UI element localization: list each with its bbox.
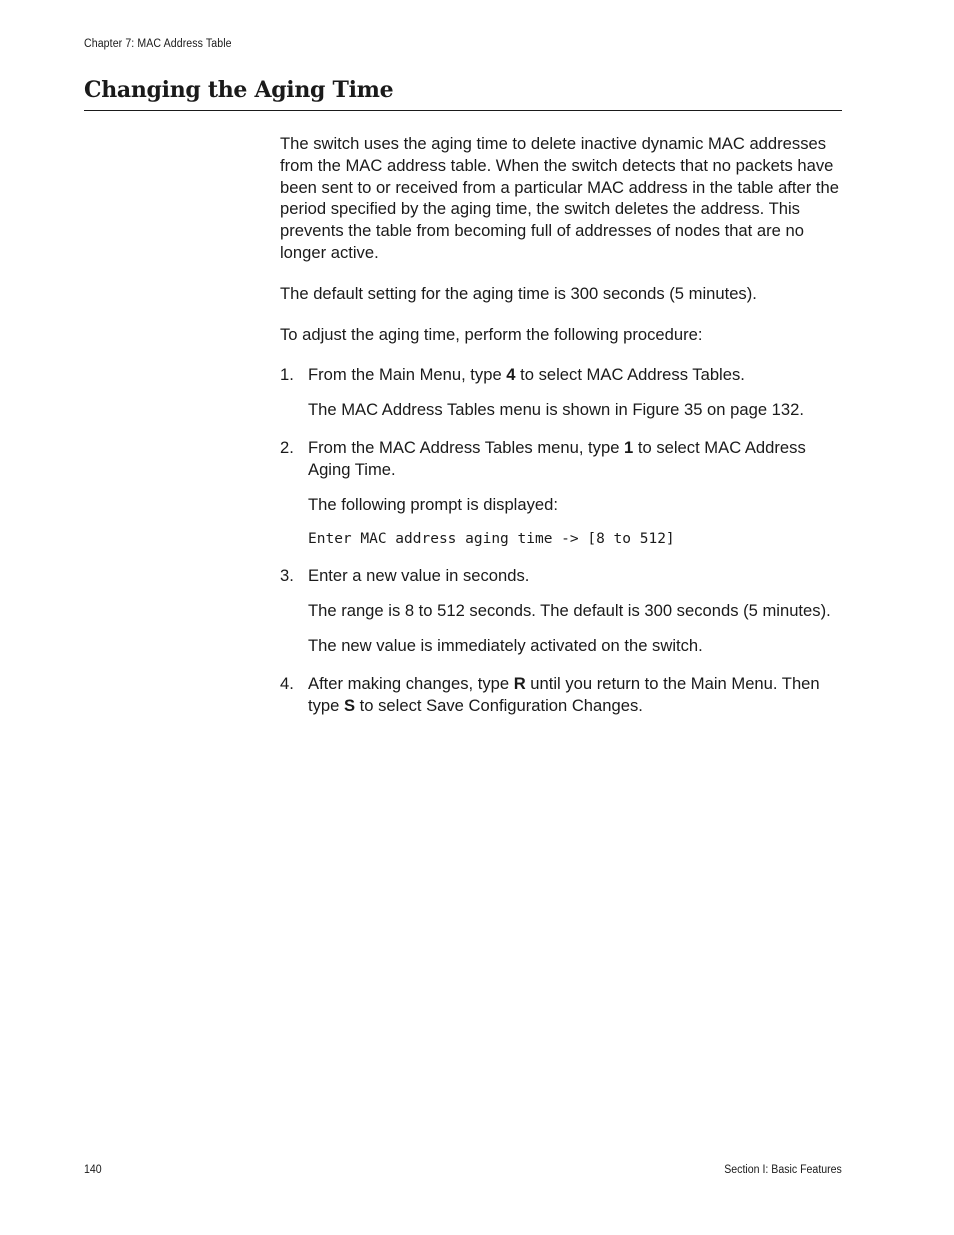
title-divider — [84, 110, 842, 111]
prompt-code: Enter MAC address aging time -> [8 to 512] — [308, 531, 675, 548]
step-number: 3. — [280, 566, 294, 586]
step-number: 4. — [280, 673, 294, 693]
step-number: 2. — [280, 437, 294, 457]
step-note: The range is 8 to 512 seconds. The default is 300 seconds (5 minutes). — [308, 601, 831, 621]
procedure-intro-paragraph: To adjust the aging time, perform the following procedure: — [280, 324, 703, 344]
page-title: Changing the Aging Time — [84, 77, 394, 103]
step-note: The following prompt is displayed: — [308, 494, 558, 514]
step-instruction: After making changes, type R until you return to the Main Menu. Then type S to select Save Configuration Changes. — [308, 673, 820, 715]
key-label: R — [513, 673, 526, 693]
step-number: 1. — [280, 365, 294, 385]
step-note: The new value is immediately activated on the switch. — [308, 635, 703, 655]
step-2 — [280, 437, 845, 549]
running-header: Chapter 7: MAC Address Table — [84, 38, 232, 50]
key-label: S — [343, 695, 356, 715]
section-footer: Section I: Basic Features — [724, 1164, 842, 1176]
procedure-steps — [280, 364, 845, 716]
step-note: The MAC Address Tables menu is shown in Figure 35 on page 132. — [308, 400, 804, 420]
page-number: 140 — [84, 1164, 102, 1176]
key-label: 4 — [506, 365, 516, 385]
step-3 — [280, 565, 845, 656]
key-label: 1 — [624, 437, 634, 457]
default-setting-paragraph: The default setting for the aging time is 300 seconds (5 minutes). — [280, 283, 757, 303]
intro-paragraph: The switch uses the aging time to delete inactive dynamic MAC addresses from the MAC address table. When the switch detects that no packets have been sent to or received from a particular MAC address in the table after the period specified by the aging time, the switch deletes the address. This prevents the table from becoming full of addresses of nodes that are no longer active. — [280, 134, 839, 262]
body-content — [280, 133, 845, 732]
step-instruction: From the Main Menu, type 4 to select MAC Address Tables. — [308, 365, 745, 385]
step-instruction: From the MAC Address Tables menu, type 1 to select MAC Address Aging Time. — [308, 437, 806, 479]
step-instruction: Enter a new value in seconds. — [308, 566, 530, 586]
step-1 — [280, 364, 845, 421]
step-4 — [280, 673, 845, 717]
